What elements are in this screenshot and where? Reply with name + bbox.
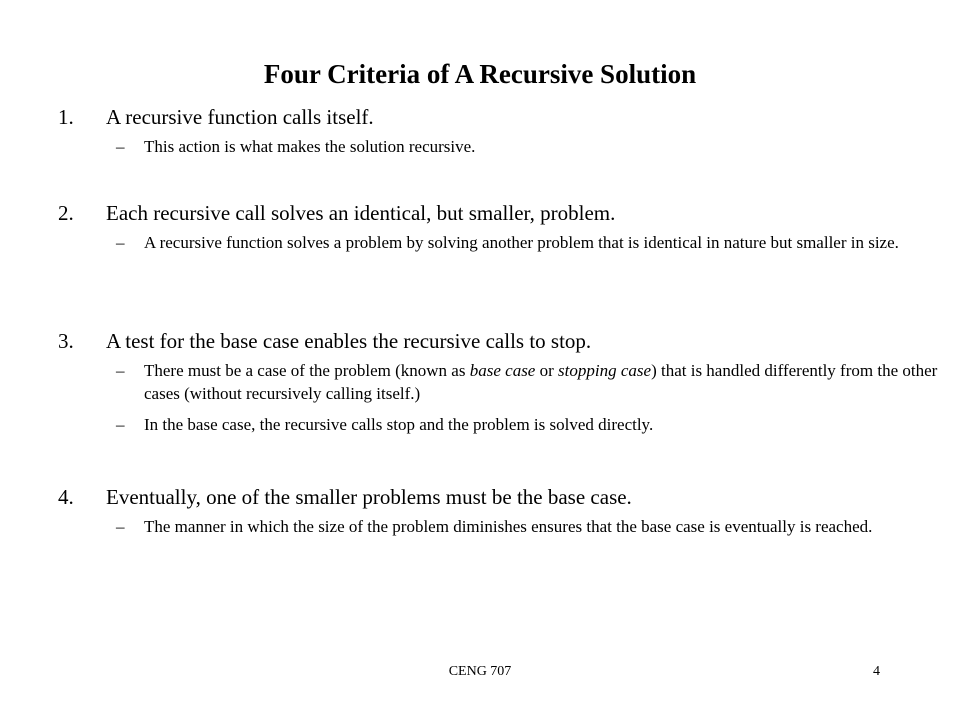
sub-text-part: In the base case, the recursive calls stop and the problem is solved directly. bbox=[144, 415, 654, 434]
sub-bullet-text bbox=[144, 135, 946, 158]
item-heading bbox=[58, 199, 898, 227]
item-text: A recursive function calls itself. bbox=[106, 105, 374, 129]
item-number: 1. bbox=[58, 105, 74, 129]
sub-bullet-text bbox=[144, 413, 946, 436]
dash-bullet: – bbox=[116, 517, 125, 536]
sub-bullet bbox=[116, 413, 946, 436]
sub-bullet-text bbox=[144, 515, 946, 538]
list-item-3 bbox=[58, 327, 938, 436]
item-heading bbox=[58, 483, 898, 511]
item-text: Eventually, one of the smaller problems must be the base case. bbox=[106, 485, 632, 509]
dash-bullet: – bbox=[116, 415, 125, 434]
item-number: 3. bbox=[58, 329, 74, 353]
sub-text-emphasis: base case bbox=[469, 361, 536, 380]
sub-bullet-text bbox=[144, 231, 946, 254]
list-item-2 bbox=[58, 199, 898, 254]
footer-page-number: 4 bbox=[873, 664, 880, 679]
footer-course: CENG 707 bbox=[448, 664, 512, 679]
sub-bullet bbox=[116, 515, 946, 538]
dash-bullet: – bbox=[116, 137, 125, 156]
sub-bullet-text bbox=[144, 359, 946, 405]
sub-text-emphasis: stopping case bbox=[558, 361, 652, 380]
sub-text-part: There must be a case of the problem (known as bbox=[144, 361, 470, 380]
dash-bullet: – bbox=[116, 361, 125, 380]
slide-title: Four Criteria of A Recursive Solution bbox=[263, 59, 697, 89]
item-text: A test for the base case enables the recursive calls to stop. bbox=[106, 329, 592, 353]
sub-bullet bbox=[116, 135, 946, 158]
sub-text-part: The manner in which the size of the problem diminishes ensures that the base case is eventually is reached. bbox=[144, 517, 873, 536]
sub-text-part: This action is what makes the solution recursive. bbox=[144, 137, 476, 156]
sub-text-part: A recursive function solves a problem by solving another problem that is identical in nature but smaller in size. bbox=[144, 233, 899, 252]
list-item-4 bbox=[58, 483, 898, 538]
sub-text-part: or bbox=[535, 361, 559, 380]
item-heading bbox=[58, 103, 898, 131]
sub-bullet bbox=[116, 231, 946, 254]
item-number: 2. bbox=[58, 201, 74, 225]
dash-bullet: – bbox=[116, 233, 125, 252]
item-number: 4. bbox=[58, 485, 74, 509]
item-text: Each recursive call solves an identical, but smaller, problem. bbox=[106, 201, 616, 225]
sub-bullet bbox=[116, 359, 946, 405]
item-heading bbox=[58, 327, 898, 355]
sub-text-part: ) that is handled differently from the other cases (without recursively calling itself.) bbox=[144, 361, 938, 403]
list-item-1 bbox=[58, 103, 898, 158]
